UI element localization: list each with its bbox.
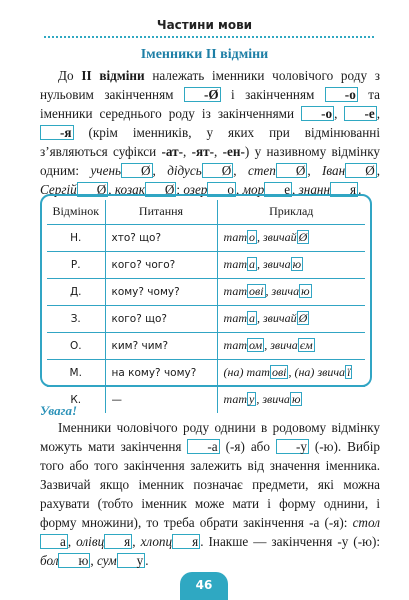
- table-row: [47, 332, 365, 359]
- suffix: -ат-: [161, 144, 184, 159]
- note-example: хлопц я: [140, 534, 199, 549]
- table-row: [47, 278, 365, 305]
- example-cell: тат ом , звича єм: [217, 332, 365, 359]
- intro-example: степ Ø: [247, 163, 306, 178]
- ending-box: -а: [187, 439, 219, 454]
- ending-box: -Ø: [184, 87, 221, 102]
- example-cell: (на) тат ові , (на) звича ї: [217, 359, 365, 386]
- note-paragraph: Іменники чоловічого роду однини в родовому відмінку можуть мати закінчення -а (-я) або -у (-ю). Вибір того або того закінчення залежить від значення іменника. Зазвичай якщо іменник позначає предмети, які можна рахувати (тобто іменник може мати і форму однини, і форму множини), то треба обрати закінчення -а (-я): стола , олівц я , хлопц я . Інакше — закінчення -у (-ю): бол ю , сум у .: [40, 420, 381, 568]
- case-cell: М.: [47, 359, 105, 386]
- table-row: [47, 359, 365, 386]
- dotted-divider: [44, 36, 374, 38]
- table-row: [47, 386, 365, 413]
- section-title: Іменники ІІ відміни: [140, 47, 269, 62]
- question-cell: ким? чим?: [105, 332, 217, 359]
- ending-box: -о: [325, 87, 358, 102]
- case-cell: З.: [47, 305, 105, 332]
- question-cell: кого? що?: [105, 305, 217, 332]
- table-row: [47, 224, 365, 251]
- intro-example: Іван Ø: [322, 163, 375, 178]
- intro-paragraph: До ІІ відміни належать іменники чоловічого роду з нульовим закінченням -Ø і закінченням -о та іменники середнього роду із закінченнями -о , -е , -я (крім іменників, у яких при відмінюванні з’являються суфікси -ат-, -ят-, -ен-) у називному відмінку одним: учень Ø , дідусь Ø , степ Ø , Іван Ø , Сергій Ø , козак Ø ; озер о , мор е , знанн я .: [40, 68, 381, 197]
- ending-box: -е: [344, 106, 376, 121]
- case-cell: Д.: [47, 278, 105, 305]
- example-cell: тат а , звича ю: [217, 251, 365, 278]
- question-cell: хто? що?: [105, 224, 217, 251]
- intro-example: мор е: [242, 182, 291, 197]
- example-cell: тат у , звича ю: [217, 386, 365, 413]
- note-example: бол ю: [40, 553, 89, 568]
- note-example: олівц я: [76, 534, 131, 549]
- column-header-case: Відмінок: [47, 200, 105, 224]
- intro-example: озер о: [183, 182, 234, 197]
- ending-box: -о: [301, 106, 334, 121]
- attention-label: Увага!: [40, 403, 78, 418]
- case-cell: Р.: [47, 251, 105, 278]
- ending-box: -у: [276, 439, 309, 454]
- suffix: -ен-: [222, 144, 245, 159]
- question-cell: на кому? чому?: [105, 359, 217, 386]
- column-header-question: Питання: [105, 200, 217, 224]
- note-example: стола: [40, 515, 380, 549]
- example-cell: тат о , звичай Ø: [217, 224, 365, 251]
- suffix: -ят-: [191, 144, 215, 159]
- declension-table: [40, 194, 372, 407]
- page-number: 46: [195, 578, 213, 592]
- question-cell: —: [105, 386, 217, 413]
- running-title: Частини мови: [156, 18, 253, 32]
- intro-example: учень Ø: [90, 163, 151, 178]
- question-cell: кого? чого?: [105, 251, 217, 278]
- case-cell: Н.: [47, 224, 105, 251]
- question-cell: кому? чому?: [105, 278, 217, 305]
- ending-box: -я: [40, 125, 74, 140]
- example-cell: тат а , звичай Ø: [217, 305, 365, 332]
- table-row: [47, 305, 365, 332]
- case-cell: К.: [47, 386, 105, 413]
- example-cell: тат ові , звича ю: [217, 278, 365, 305]
- intro-example: козак Ø: [114, 182, 175, 197]
- intro-example: дідусь Ø: [167, 163, 232, 178]
- column-header-example: Приклад: [217, 200, 365, 224]
- note-example: сум у: [96, 553, 144, 568]
- intro-example: знанн я: [298, 182, 357, 197]
- case-cell: О.: [47, 332, 105, 359]
- intro-example: Сергій Ø: [40, 182, 107, 197]
- table-row: [47, 251, 365, 278]
